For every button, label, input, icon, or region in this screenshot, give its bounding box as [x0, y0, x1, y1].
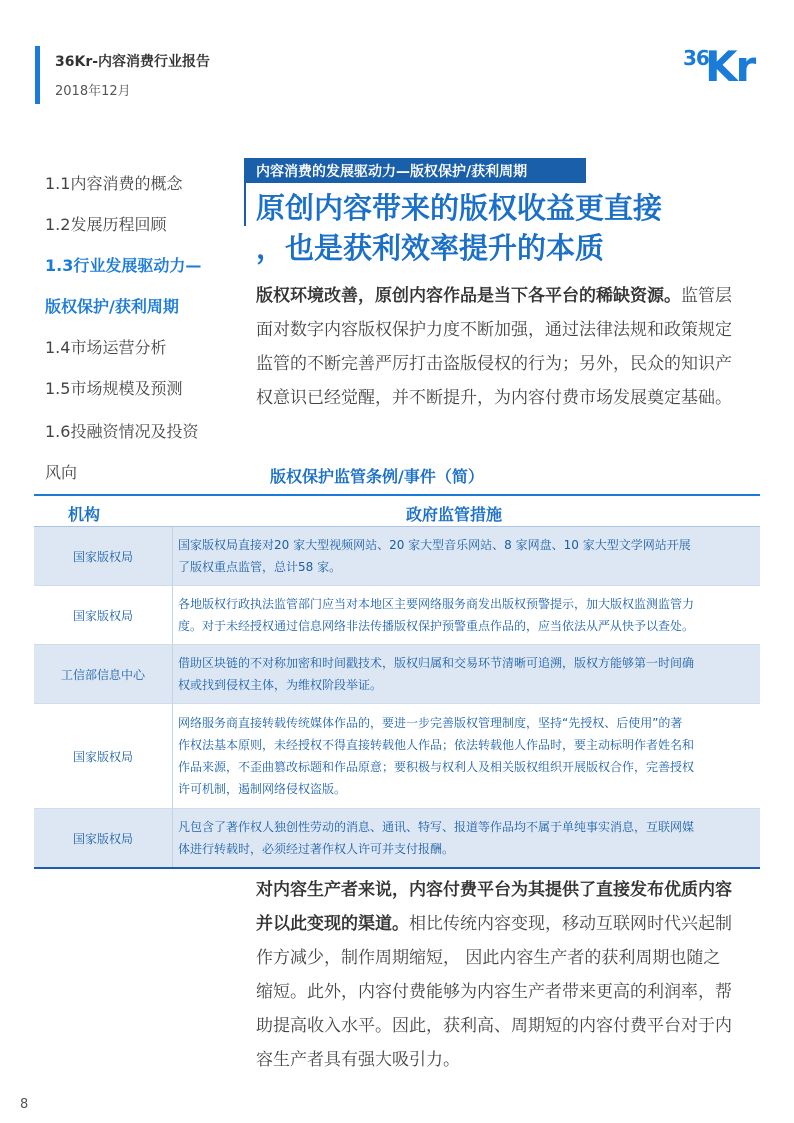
table-row [34, 586, 760, 645]
table-row [34, 527, 760, 586]
headline-line-1: 原创内容带来的版权收益更直接 [256, 191, 663, 225]
section-tag-text: 内容消费的发展驱动力—版权保护/获利周期 [256, 164, 528, 180]
headline-line-2: ，也是获利效率提升的本质 [256, 231, 605, 265]
page-number: 8 [20, 1097, 29, 1112]
row-action-line: 度。对于未经授权通过信息网络非法传播版权保护预警重点作品的，应当依法从严从快予以查处。 [178, 619, 695, 633]
conclusion-lead: 对内容生产者来说，内容付费平台为其提供了直接发布优质内容并以此变现的渠道。 [256, 880, 732, 934]
row-action-line: 作品来源，不歪曲篡改标题和作品原意；要积极与权利人及相关版权组织开展版权合作，完善授权 [178, 760, 695, 774]
logo-kr: Kr [705, 42, 755, 91]
nav-item-1-5[interactable]: 1.5市场规模及预测 [45, 379, 183, 398]
nav-item-1-4[interactable]: 1.4市场运营分析 [45, 338, 167, 357]
cell-divider [172, 586, 173, 644]
cell-divider [172, 809, 173, 867]
conclusion-paragraph [256, 873, 734, 1077]
nav-item-1-6-cont[interactable]: 风向 [45, 463, 78, 482]
row-action [178, 527, 750, 585]
section-headline [256, 188, 756, 268]
row-action-line: 国家版权局直接对20 家大型视频网站、20 家大型音乐网站、8 家网盘、10 家大型文学网站开展 [178, 538, 691, 552]
conclusion-body: 相比传统内容变现，移动互联网时代兴起制作方减少，制作周期缩短， 因此内容生产者的获利周期也随之缩短。此外，内容付费能够为内容生产者带来更高的利润率，帮助提高收入水平。因此，获利高、周期短的内容付费平台对于内容生产者具有强大吸引力。 [256, 914, 732, 1070]
table-title: 版权保护监管条例/事件（简） [270, 467, 484, 486]
row-org: 国家版权局 [72, 749, 133, 764]
header-accent-bar [35, 46, 40, 104]
table-row [34, 645, 760, 704]
cell-divider [172, 645, 173, 703]
intro-body: 监管层面对数字内容版权保护力度不断加强，通过法律法规和政策规定监管的不断完善严厉打击盗版侵权的行为；另外，民众的知识产权意识已经觉醒，并不断提升，为内容付费市场发展奠定基础。 [256, 286, 732, 408]
nav-item-1-2[interactable]: 1.2发展历程回顾 [45, 215, 167, 234]
row-org: 工信部信息中心 [60, 667, 145, 682]
report-title: 36Kr-内容消费行业报告 [55, 54, 211, 70]
row-org: 国家版权局 [72, 549, 133, 564]
nav-item-1-3[interactable]: 1.3行业发展驱动力— [45, 256, 202, 275]
row-action-line: 借助区块链的不对称加密和时间戳技术，版权归属和交易环节清晰可追溯，版权方能够第一时间确 [178, 656, 695, 670]
row-org: 国家版权局 [72, 608, 133, 623]
intro-lead: 版权环境改善，原创内容作品是当下各平台的稀缺资源。 [256, 286, 681, 306]
row-action-line: 凡包含了著作权人独创性劳动的消息、通讯、特写、报道等作品均不属于单纯事实消息，互联网媒 [178, 820, 695, 834]
section-tag [244, 158, 586, 183]
nav-item-1-1[interactable]: 1.1内容消费的概念 [45, 174, 183, 193]
row-action [178, 704, 750, 808]
row-action-line: 许可机制，遏制网络侵权盗版。 [178, 782, 347, 796]
regulation-table [34, 494, 760, 869]
row-action-line: 了版权重点监管，总计58 家。 [178, 560, 342, 574]
row-org: 国家版权局 [72, 831, 133, 846]
column-header-org: 机构 [68, 505, 101, 524]
nav-item-1-6[interactable]: 1.6投融资情况及投资 [45, 422, 199, 441]
logo-number: 36 [683, 46, 709, 70]
section-tag-line [244, 182, 246, 226]
cell-divider [172, 527, 173, 585]
row-action [178, 645, 750, 703]
column-header-action: 政府监管措施 [406, 505, 503, 524]
row-action [178, 809, 750, 867]
row-action-line: 体进行转载时，必须经过著作权人许可并支付报酬。 [178, 842, 455, 856]
row-action-line: 网络服务商直接转载传统媒体作品的，要进一步完善版权管理制度，坚持“先授权、后使用”的著 [178, 716, 683, 730]
table-row [34, 704, 760, 809]
row-action-line: 各地版权行政执法监管部门应当对本地区主要网络服务商发出版权预警提示，加大版权监测监管力 [178, 597, 695, 611]
row-action-line: 作权法基本原则，未经授权不得直接转载他人作品；依法转载他人作品时，要主动标明作者姓名和 [178, 738, 695, 752]
report-date: 2018年12月 [55, 84, 131, 99]
nav-item-1-3-cont[interactable]: 版权保护/获利周期 [45, 297, 179, 316]
row-action-line: 权或找到侵权主体，为维权阶段举证。 [178, 678, 383, 692]
intro-paragraph [256, 279, 736, 415]
row-action [178, 586, 750, 644]
table-row [34, 809, 760, 869]
cell-divider [172, 704, 173, 808]
36kr-logo [683, 42, 767, 94]
table-header [34, 496, 760, 527]
